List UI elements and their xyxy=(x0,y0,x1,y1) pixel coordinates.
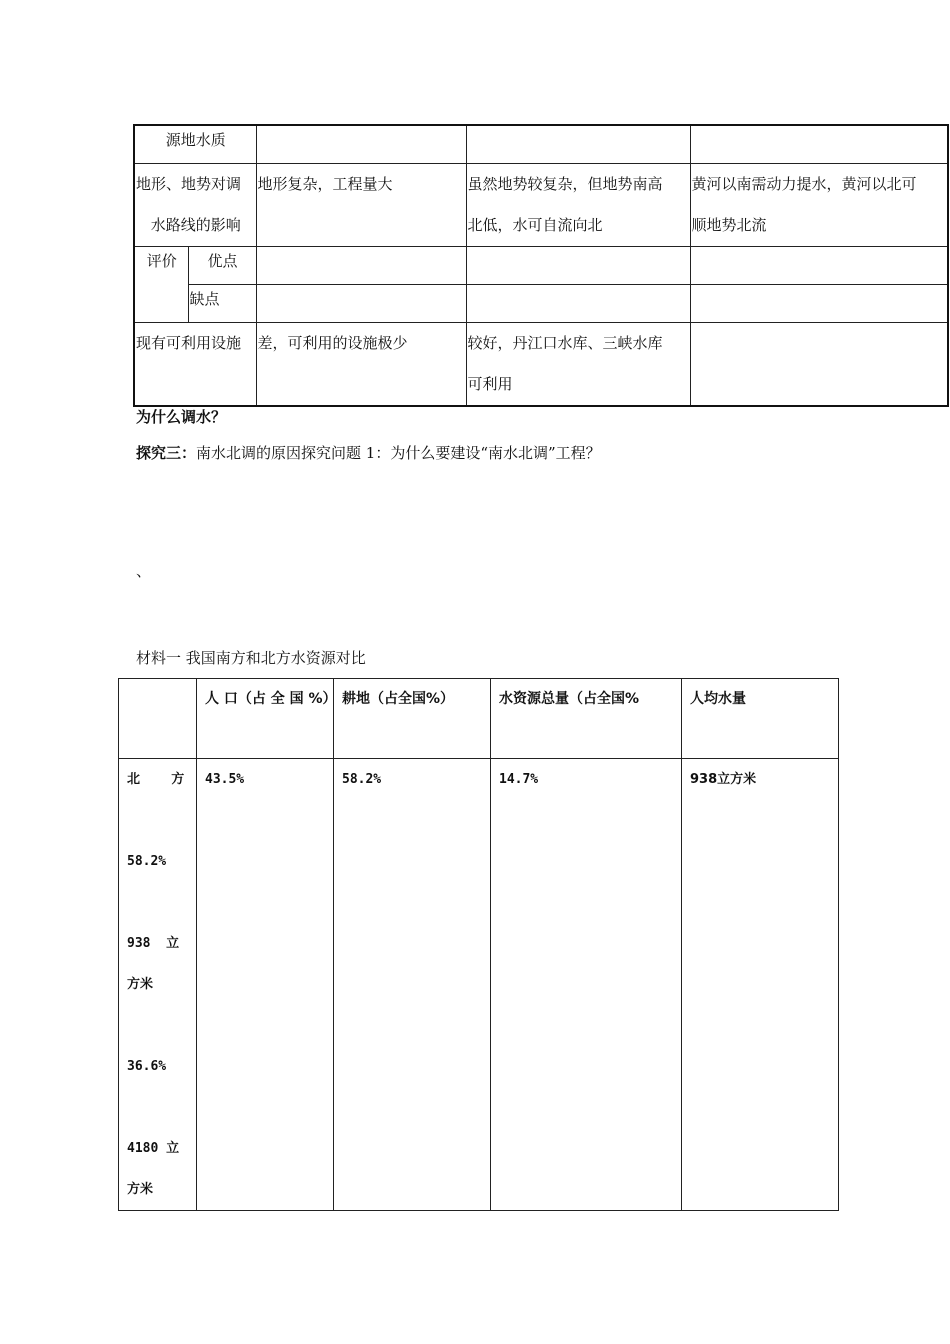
table-cell xyxy=(690,246,948,284)
table-cell xyxy=(466,125,690,163)
table-cell xyxy=(690,284,948,322)
header-cell: 水资源总量（占全国% xyxy=(491,679,682,759)
table-row xyxy=(134,246,948,284)
table-cell: 差，可利用的设施极少 xyxy=(256,322,466,406)
header-cell: 人均水量 xyxy=(682,679,839,759)
table-cell: 43.5% xyxy=(197,759,334,1211)
explore-question-3: 探究三：南水北调的原因探究问题 1：为什么要建设“南水北调”工程？ xyxy=(136,444,601,462)
table-cell: 地形复杂，工程量大 xyxy=(256,163,466,246)
table-cell: 虽然地势较复杂，但地势南高 北低，水可自流向北 xyxy=(466,163,690,246)
row-label-terrain: 地形、地势对调 水路线的影响 xyxy=(134,163,256,246)
table-cell: 58.2% xyxy=(334,759,491,1211)
table-row xyxy=(134,163,948,246)
row-label-facilities: 现有可利用设施 xyxy=(134,322,256,406)
table-row xyxy=(134,125,948,163)
table-row xyxy=(134,322,948,406)
row-label-north: 北 方 58.2% 938 立 方米 36.6% 4180 立 方米 xyxy=(119,759,197,1211)
header-cell xyxy=(119,679,197,759)
table-cell xyxy=(466,284,690,322)
table-cell: 黄河以南需动力提水，黄河以北可 顺地势北流 xyxy=(690,163,948,246)
table-cell xyxy=(256,125,466,163)
material-caption: 材料一 我国南方和北方水资源对比 xyxy=(136,649,366,667)
header-cell: 人 口（占 全 国 %） xyxy=(197,679,334,759)
table-row xyxy=(134,284,948,322)
table-header-row xyxy=(119,679,839,759)
table-cell xyxy=(690,322,948,406)
row-label-pros: 优点 xyxy=(188,246,256,284)
table-cell xyxy=(690,125,948,163)
row-label-cons: 缺点 xyxy=(188,284,256,322)
table-cell xyxy=(466,246,690,284)
row-label-evaluation: 评价 xyxy=(134,246,188,322)
stray-mark: 、 xyxy=(136,562,152,580)
table-row xyxy=(119,759,839,1211)
water-resource-table xyxy=(118,678,839,1211)
comparison-table xyxy=(133,124,949,407)
table-cell: 938立方米 xyxy=(682,759,839,1211)
table-cell xyxy=(256,246,466,284)
table-cell: 较好，丹江口水库、三峡水库 可利用 xyxy=(466,322,690,406)
header-cell: 耕地（占全国%） xyxy=(334,679,491,759)
row-label-water-quality: 源地水质 xyxy=(134,125,256,163)
table-cell xyxy=(256,284,466,322)
section-heading-why: 为什么调水？ xyxy=(136,408,227,426)
table-cell: 14.7% xyxy=(491,759,682,1211)
